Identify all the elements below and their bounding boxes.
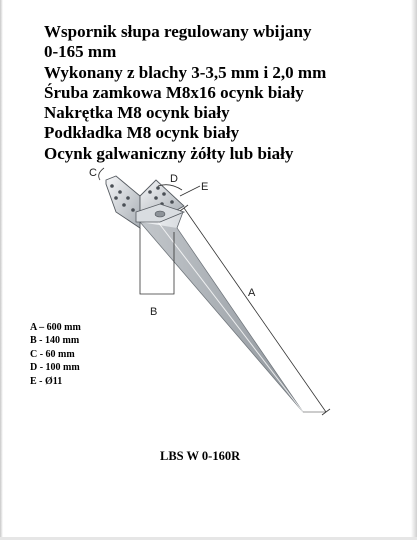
dimension-c-value: C - 60 mm [30, 348, 75, 360]
label-b: B [150, 306, 158, 318]
spike-body [140, 212, 303, 412]
label-e: E [201, 181, 209, 193]
dimension-e [180, 181, 208, 196]
label-a: A [248, 287, 256, 299]
product-title-line: Wspornik słupa regulowany wbijany [44, 22, 312, 41]
dimension-e-value: E - Ø11 [30, 375, 63, 387]
dimension-a-value: A – 600 mm [30, 322, 81, 333]
dimension-c [89, 167, 104, 180]
label-c: C [89, 167, 97, 179]
dimension-d-value: D - 100 mm [30, 362, 80, 374]
dimension-a [180, 205, 330, 415]
model-code: LBS W 0-160R [160, 449, 241, 463]
bracket-rear-plate [106, 176, 140, 228]
washer-line: Podkładka M8 ocynk biały [44, 123, 240, 143]
dimension-b-value: B - 140 mm [30, 335, 80, 347]
bolt-line: Śruba zamkowa M8x16 ocynk biały [44, 82, 304, 102]
dimension-list [30, 321, 81, 388]
material-line: Wykonany z blachy 3-3,5 mm i 2,0 mm [44, 62, 327, 82]
adjustment-range-line: 0-165 mm [44, 42, 117, 62]
nut-line: Nakrętka M8 ocynk biały [44, 103, 230, 123]
label-d: D [170, 173, 178, 185]
coating-line: Ocynk galwaniczny żółty lub biały [44, 143, 294, 163]
